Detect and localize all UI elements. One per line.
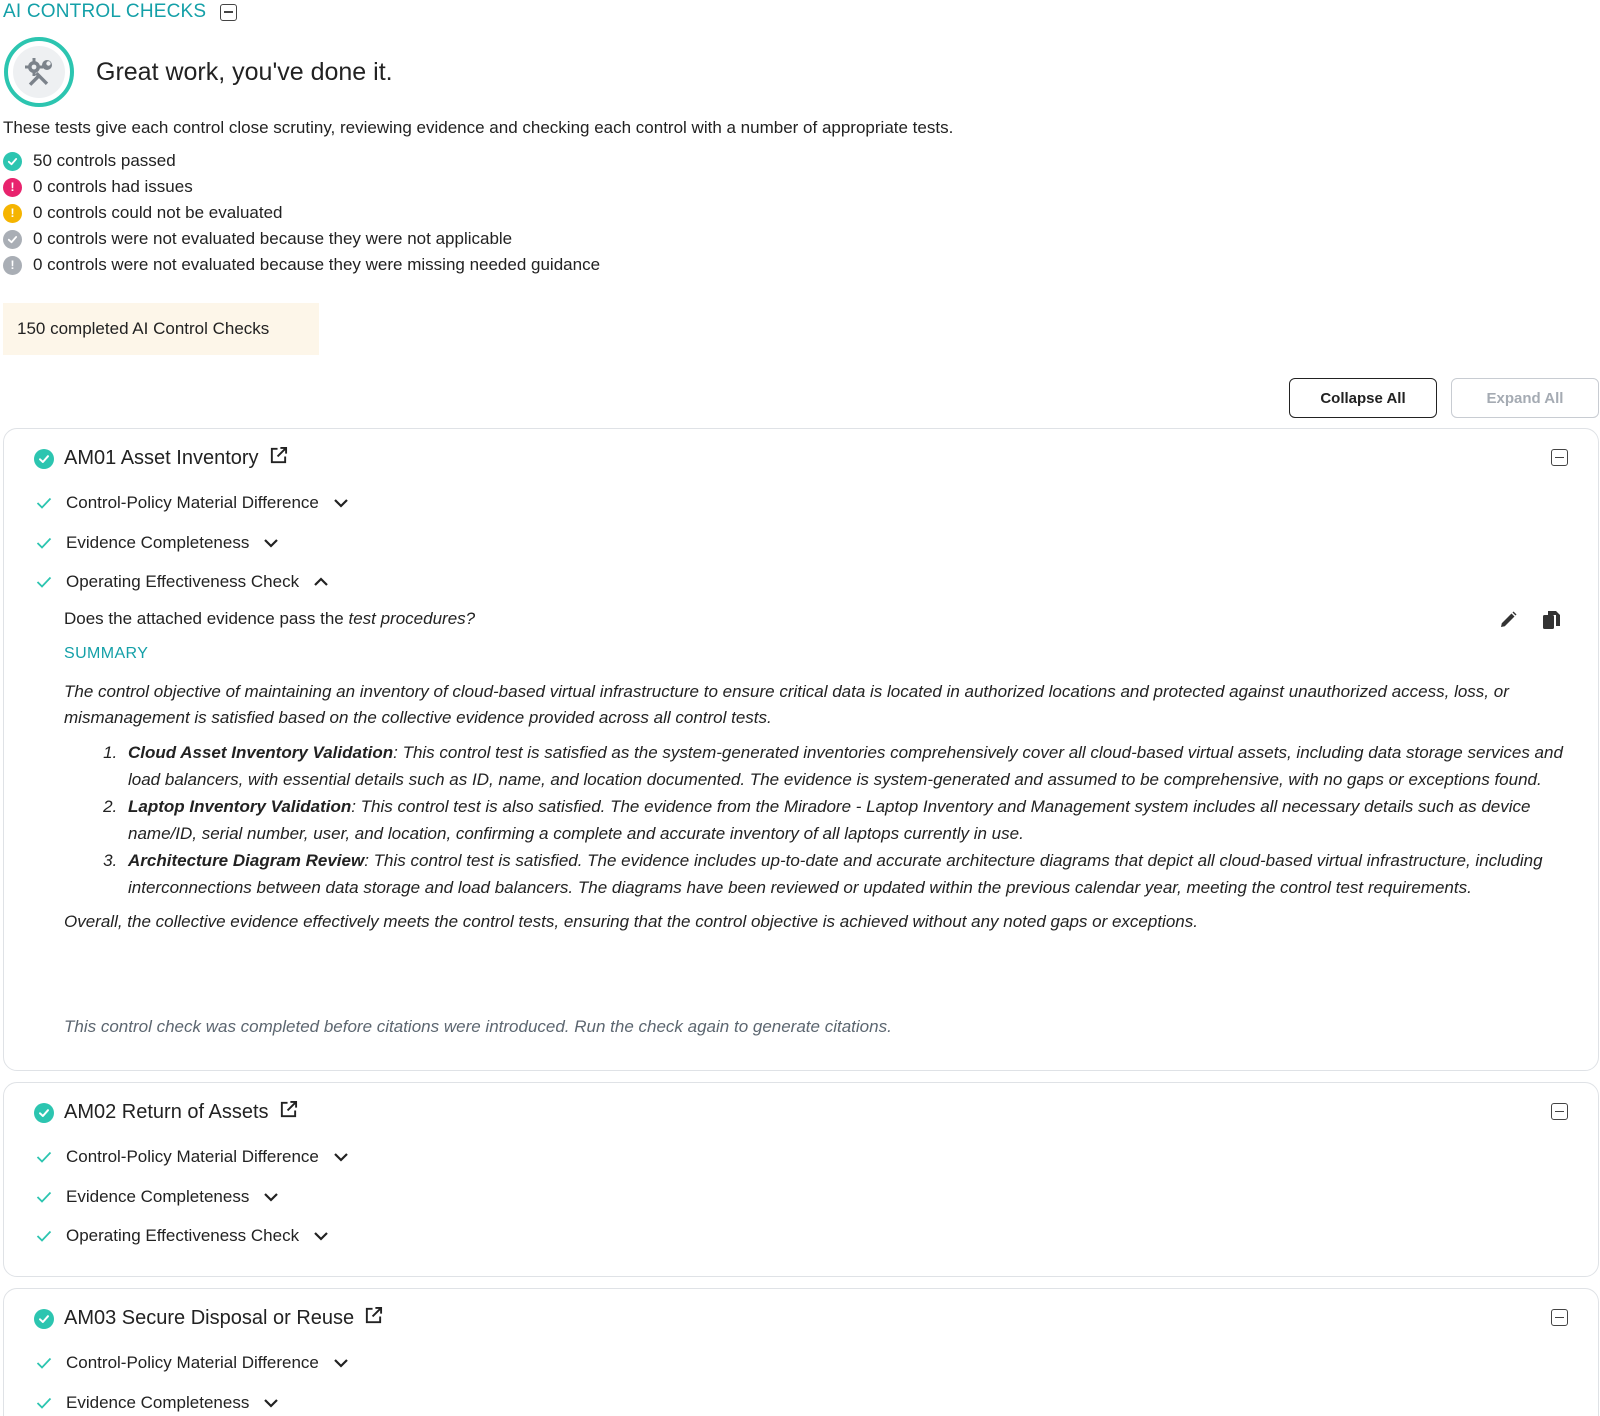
test-row[interactable] — [36, 570, 329, 594]
stat-missing-guidance — [3, 252, 600, 278]
summary-list — [122, 739, 1564, 901]
test-row[interactable] — [36, 1391, 279, 1415]
copy-icon[interactable] — [1540, 609, 1562, 636]
list-item: 1. Cloud Asset Inventory Validation: This control test is satisfied as the system-generated inventories comprehensively cover all cloud-based virtual assets, including data storage services and load balancers, with essential details such as ID, name, and location documented. The evidence is system-generated and assumed to be comprehensive, with no gaps or exceptions found. — [122, 739, 1564, 793]
section-title: AI CONTROL CHECKS — [3, 1, 207, 22]
intro-text: These tests give each control close scrutiny, reviewing evidence and checking each control with a number of appropriate tests. — [3, 118, 954, 137]
alert-icon: ! — [3, 256, 22, 275]
summary-closing: Overall, the collective evidence effectively meets the control tests, ensuring that the control objective is achieved without any noted gaps or exceptions. — [64, 912, 1198, 931]
control-header — [34, 1306, 383, 1331]
chevron-down-icon[interactable] — [263, 1398, 279, 1408]
tick-icon — [36, 1230, 54, 1242]
test-row[interactable] — [36, 1224, 329, 1248]
detail-actions — [1498, 609, 1562, 636]
stat-text: 0 controls had issues — [33, 177, 193, 196]
hero-title: Great work, you've done it. — [96, 57, 393, 86]
tick-icon — [36, 1357, 54, 1369]
control-card-am02 — [3, 1082, 1599, 1277]
test-row[interactable] — [36, 1145, 349, 1169]
external-link-icon[interactable] — [279, 1100, 298, 1125]
test-row[interactable] — [36, 531, 279, 555]
test-label: Evidence Completeness — [66, 1187, 250, 1206]
control-card-am01 — [3, 428, 1599, 1071]
alert-icon: ! — [3, 178, 22, 197]
stats-list — [3, 148, 600, 278]
chevron-down-icon[interactable] — [263, 538, 279, 548]
list-item: 2. Laptop Inventory Validation: This control test is also satisfied. The evidence from the Miradore - Laptop Inventory and Management system includes all necessary details such as device name/ID, serial number, user, and location, confirming a complete and accurate inventory of all laptops currently in use. — [122, 793, 1564, 847]
stat-text: 0 controls were not evaluated because they were missing needed guidance — [33, 255, 601, 274]
tick-icon — [36, 1151, 54, 1163]
test-label: Evidence Completeness — [66, 533, 250, 552]
expand-all-button[interactable]: Expand All — [1451, 378, 1599, 418]
section-collapse-icon[interactable] — [220, 4, 237, 21]
control-title[interactable]: AM02 Return of Assets — [64, 1101, 269, 1123]
tick-icon — [36, 537, 54, 549]
tick-icon — [36, 497, 54, 509]
test-label: Operating Effectiveness Check — [66, 572, 300, 591]
edit-pencil-icon[interactable] — [1498, 610, 1518, 635]
stat-text: 50 controls passed — [33, 151, 176, 170]
check-icon — [3, 152, 22, 171]
tick-icon — [36, 1191, 54, 1203]
external-link-icon[interactable] — [269, 446, 288, 471]
control-title[interactable]: AM01 Asset Inventory — [64, 447, 259, 469]
chevron-down-icon[interactable] — [263, 1192, 279, 1202]
control-header — [34, 1100, 298, 1125]
external-link-icon[interactable] — [364, 1306, 383, 1331]
card-collapse-icon[interactable] — [1551, 449, 1568, 466]
check-circle-icon — [34, 1309, 54, 1329]
hero — [4, 37, 393, 107]
tools-icon — [13, 46, 65, 98]
stat-passed — [3, 148, 600, 174]
list-item: 3. Architecture Diagram Review: This control test is satisfied. The evidence includes up-to-date and accurate architecture diagrams that depict all cloud-based virtual infrastructure, including interconnections between data storage and load balancers. The diagrams have been reviewed or updated within the previous calendar year, meeting the control test requirements. — [122, 847, 1564, 901]
alert-icon: ! — [3, 204, 22, 223]
hero-badge — [4, 37, 74, 107]
stat-not-evaluated — [3, 200, 600, 226]
completed-count-badge: 150 completed AI Control Checks — [3, 303, 319, 355]
card-collapse-icon[interactable] — [1551, 1103, 1568, 1120]
summary-body — [64, 679, 1564, 935]
test-row[interactable] — [36, 1351, 349, 1375]
test-label: Control-Policy Material Difference — [66, 493, 319, 512]
control-card-am03 — [3, 1288, 1599, 1416]
test-label: Operating Effectiveness Check — [66, 1226, 300, 1245]
summary-intro: The control objective of maintaining an inventory of cloud-based virtual infrastructure to ensure critical data is located in authorized locations and protected against unauthorized access, loss, or mismanagement is satisfied based on the collective evidence provided across all control tests. — [64, 682, 1509, 727]
check-circle-icon — [34, 449, 54, 469]
stat-text: 0 controls were not evaluated because they were not applicable — [33, 229, 513, 248]
test-label: Control-Policy Material Difference — [66, 1147, 319, 1166]
card-collapse-icon[interactable] — [1551, 1309, 1568, 1326]
test-label: Control-Policy Material Difference — [66, 1353, 319, 1372]
stat-issues — [3, 174, 600, 200]
control-header — [34, 446, 288, 471]
stat-not-applicable — [3, 226, 600, 252]
collapse-all-button[interactable]: Collapse All — [1289, 378, 1437, 418]
chevron-down-icon[interactable] — [333, 1358, 349, 1368]
tick-icon — [36, 576, 54, 588]
chevron-down-icon[interactable] — [333, 498, 349, 508]
tick-icon — [36, 1397, 54, 1409]
check-icon — [3, 230, 22, 249]
chevron-down-icon[interactable] — [333, 1152, 349, 1162]
control-title[interactable]: AM03 Secure Disposal or Reuse — [64, 1307, 355, 1329]
chevron-up-icon[interactable] — [313, 577, 329, 587]
detail-question: Does the attached evidence pass the test procedures? — [64, 609, 476, 628]
section-header — [3, 0, 237, 24]
test-label: Evidence Completeness — [66, 1393, 250, 1412]
check-circle-icon — [34, 1103, 54, 1123]
summary-label: SUMMARY — [64, 645, 149, 662]
test-row[interactable] — [36, 491, 349, 515]
chevron-down-icon[interactable] — [313, 1231, 329, 1241]
test-row[interactable] — [36, 1185, 279, 1209]
citation-note: This control check was completed before citations were introduced. Run the check again to generate citations. — [64, 1017, 892, 1036]
stat-text: 0 controls could not be evaluated — [33, 203, 283, 222]
